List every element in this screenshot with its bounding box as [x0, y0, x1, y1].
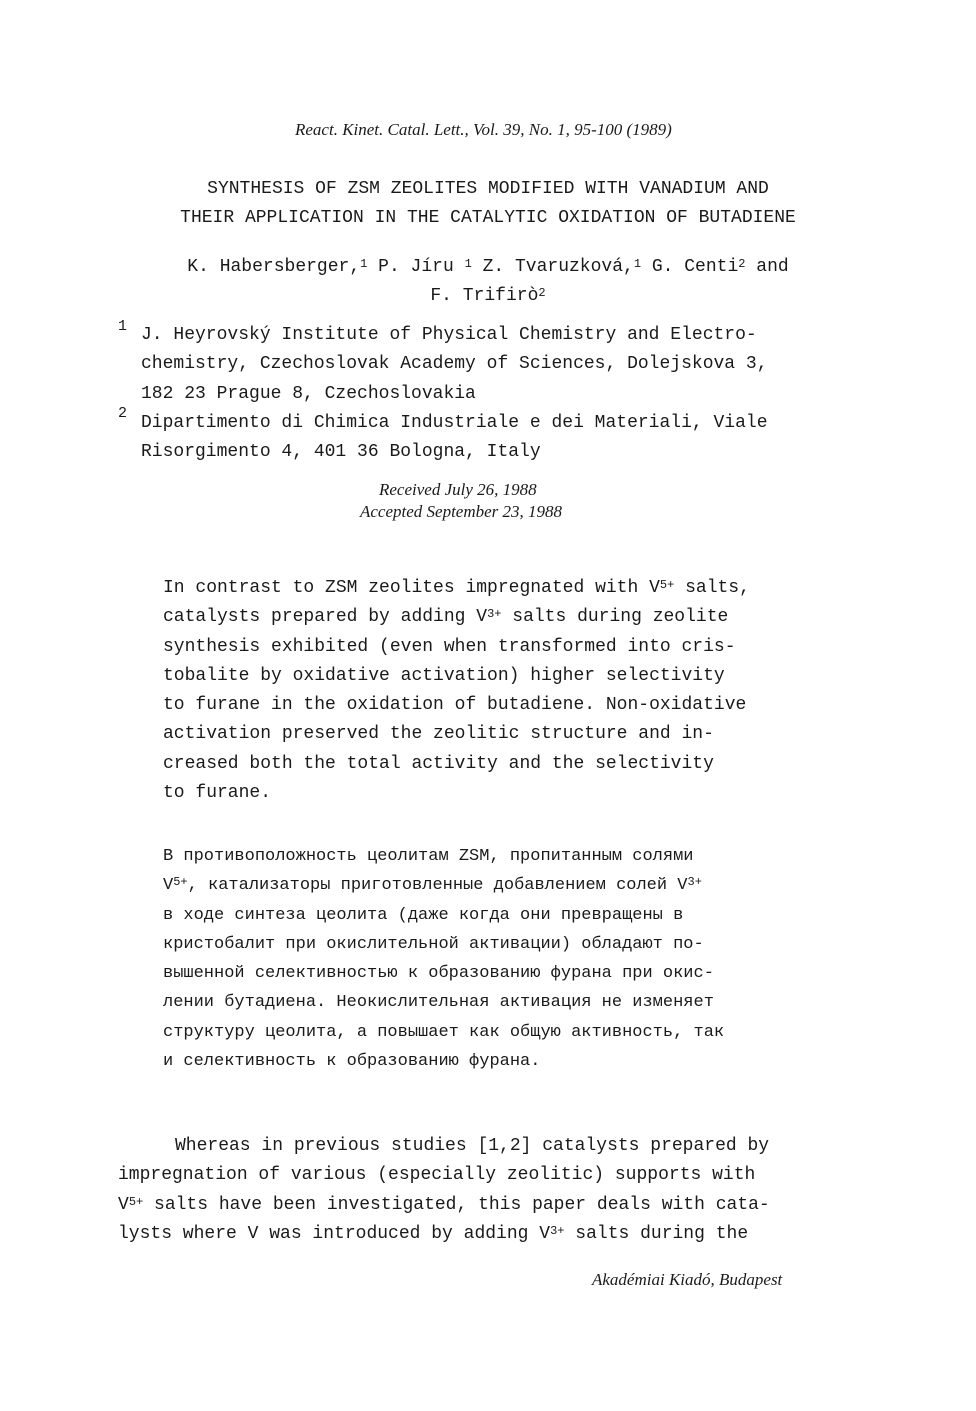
accepted-date: Accepted September 23, 1988: [360, 502, 563, 521]
paper-title-line-2: THEIR APPLICATION IN THE CATALYTIC OXIDATION OF BUTADIENE: [180, 208, 796, 228]
abstract-ru-line: структуру цеолита, а повышает как общую активность, так: [163, 1022, 725, 1042]
body-line: impregnation of various (especially zeolitic) supports with: [118, 1165, 756, 1186]
authors-line-1: [0, 257, 976, 277]
body-line: $V^{5+}$ salts have been investigated, this paper deals with cata-: [118, 1194, 770, 1215]
author-centi: G. Centi: [651, 257, 739, 277]
abstract-ru-line: $V^{5+}$, катализаторы приготовленные добавлением солей $V^{3+}$: [163, 875, 702, 896]
journal-citation: React. Kinet. Catal. Lett., Vol. 39, No. 1, 95-100 (1989): [295, 120, 672, 139]
abstract-english: [163, 574, 750, 808]
abstract-en-line: to furane.: [163, 783, 272, 804]
abstract-ru-line: и селективность к образованию фурана.: [163, 1052, 541, 1072]
paper-title-line-1: SYNTHESIS OF ZSM ZEOLITES MODIFIED WITH VANADIUM AND: [207, 179, 769, 199]
authors-line-2: [0, 286, 976, 306]
affiliation-2-line: Risorgimento 4, 401 36 Bologna, Italy: [141, 442, 541, 463]
body-line: Whereas in previous studies [1,2] catalysts prepared by: [175, 1136, 770, 1156]
affiliation-1-line: 182 23 Prague 8, Czechoslovakia: [141, 383, 476, 404]
abstract-en-line: In contrast to ZSM zeolites impregnated with $V^{5+}$ salts,: [163, 578, 750, 598]
author-jiru: P. Jíru: [378, 257, 454, 277]
abstract-ru-line: лении бутадиена. Неокислительная активация не изменяет: [163, 993, 714, 1013]
abstract-en-line: synthesis exhibited (even when transformed into cris-: [163, 636, 736, 657]
abstract-russian: [163, 842, 724, 1076]
abstract-ru-line: В противоположность цеолитам ZSM, пропитанным солями: [163, 847, 694, 866]
affiliation-mark-2: 2: [118, 405, 128, 422]
author-affil-mark: 1: [360, 257, 368, 271]
affiliation-1: [141, 321, 768, 409]
abstract-ru-line: кристобалит при окислительной активации) обладают по-: [163, 934, 704, 954]
author-habersberger: K. Habersberger,: [187, 257, 361, 277]
affiliation-2-line: Dipartimento di Chimica Industriale e dei Materiali, Viale: [141, 413, 768, 433]
author-affil-mark: 1: [464, 257, 472, 271]
abstract-ru-line: вышенной селективностью к образованию фурана при окис-: [163, 964, 714, 984]
abstract-en-line: tobalite by oxidative activation) higher selectivity: [163, 665, 725, 686]
authors-and: and: [756, 257, 789, 277]
abstract-en-line: to furane in the oxidation of butadiene. Non-oxidative: [163, 695, 747, 716]
affiliation-1-line: chemistry, Czechoslovak Academy of Sciences, Dolejskova 3,: [141, 354, 768, 375]
abstract-en-line: activation preserved the zeolitic structure and in-: [163, 724, 714, 745]
body-paragraph: [118, 1132, 770, 1249]
abstract-ru-line: в ходе синтеза цеолита (даже когда они превращены в: [163, 905, 684, 925]
author-affil-mark: 2: [738, 257, 746, 271]
author-trifiro: F. Trifirò: [430, 286, 539, 306]
publisher-footer: Akadémiai Kiadó, Budapest: [592, 1270, 783, 1289]
affiliation-1-line: J. Heyrovský Institute of Physical Chemistry and Electro-: [141, 325, 757, 345]
abstract-en-line: catalysts prepared by adding $V^{3+}$ salts during zeolite: [163, 607, 729, 628]
author-affil-mark: 1: [633, 257, 642, 271]
author-affil-mark: 2: [538, 286, 546, 300]
received-date: Received July 26, 1988: [379, 480, 537, 499]
body-line: lysts where V was introduced by adding $V^{3+}$ salts during the: [118, 1223, 749, 1244]
abstract-en-line: creased both the total activity and the selectivity: [163, 753, 714, 774]
affiliation-mark-1: 1: [118, 318, 128, 335]
affiliation-2: [141, 409, 768, 468]
author-tvaruzkova: Z. Tvaruzková,: [482, 257, 634, 277]
